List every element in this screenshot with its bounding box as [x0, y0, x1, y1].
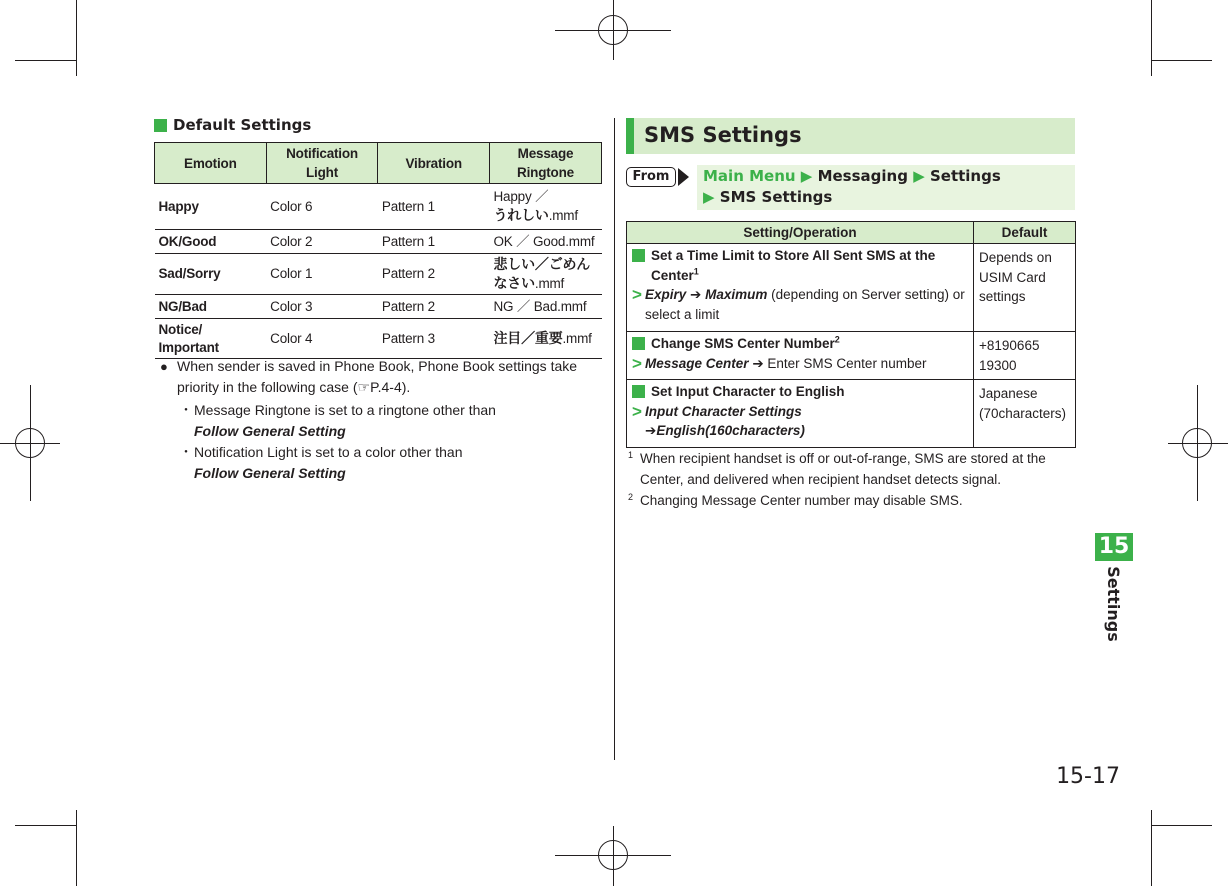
arrow-icon: ➔ [645, 423, 657, 438]
operation-cell [627, 244, 974, 332]
item-text: Message Ringtone is set to a ringtone other than [194, 402, 496, 418]
default-cell: Japanese (70characters) [974, 380, 1076, 448]
path-main-menu[interactable]: Main Menu [703, 167, 796, 185]
light-cell: Color 2 [266, 230, 378, 254]
note-sublist [178, 400, 605, 484]
page-reference[interactable]: P.4-4 [370, 379, 402, 395]
step-arrow-icon: > [632, 285, 642, 304]
setting-title [632, 246, 968, 285]
arrow-right-icon [678, 168, 689, 186]
step-option: Maximum [705, 287, 768, 302]
middle-dot-icon: ･ [182, 402, 190, 418]
menu-path [697, 165, 1075, 210]
vibration-cell: Pattern 1 [378, 230, 490, 254]
ringtone-cell [490, 254, 602, 295]
footnote-number: 1 [628, 450, 634, 460]
triangle-right-icon: ▶ [703, 188, 715, 206]
table-row [155, 295, 602, 319]
ringtone-ext: .mmf [534, 276, 565, 291]
step-option: Input Character Settings [645, 403, 802, 419]
footnote [628, 448, 1076, 490]
crop-mark [1151, 60, 1212, 61]
middle-dot-icon: ･ [182, 444, 190, 460]
square-bullet-icon [154, 119, 167, 132]
path-messaging[interactable]: Messaging [817, 167, 908, 185]
ringtone-ext: .mmf [562, 331, 592, 346]
title-text: Set a Time Limit to Store All Sent SMS at the Center [651, 248, 936, 283]
arrow-icon: ➔ [752, 355, 764, 371]
path-settings[interactable]: Settings [929, 167, 1001, 185]
list-item-text [194, 442, 462, 484]
default-settings-title: Default Settings [173, 116, 312, 134]
path-sms-settings[interactable]: SMS Settings [719, 188, 833, 206]
chapter-tab-number: 15 [1095, 533, 1133, 561]
ringtone-text: Happy ／ [493, 189, 549, 204]
ringtone-jp-text: 注目／重要 [493, 330, 563, 346]
page-number: 15-17 [1056, 764, 1120, 789]
table-header-row [627, 222, 1076, 244]
table-row [627, 244, 1076, 332]
vibration-cell: Pattern 3 [378, 319, 490, 359]
crop-mark [15, 60, 76, 61]
triangle-right-icon: ▶ [800, 167, 813, 185]
operation-cell [627, 380, 974, 448]
footnote-ref: 1 [693, 266, 699, 276]
crop-mark [76, 810, 77, 886]
step-arrow-icon: > [632, 401, 642, 421]
sms-settings-title: SMS Settings [644, 123, 802, 147]
footnote-number: 2 [628, 492, 634, 502]
ringtone-jp-text: 悲しい／ごめんなさい [493, 256, 591, 291]
ringtone-jp-text: うれしい [493, 207, 549, 223]
chapter-tab-label: Settings [1104, 566, 1123, 642]
title-text: Set Input Character to English [651, 384, 845, 399]
ringtone-cell: NG ／ Bad.mmf [490, 295, 602, 319]
sms-settings-table [626, 221, 1076, 448]
table-row [155, 254, 602, 295]
table-header-row [155, 143, 602, 184]
operation-step [632, 285, 968, 324]
light-cell: Color 4 [266, 319, 378, 359]
table-row [627, 332, 1076, 380]
column-header: Setting/Operation [627, 222, 974, 244]
table-row [155, 184, 602, 230]
column-header: Default [974, 222, 1076, 244]
crop-mark [1151, 810, 1152, 886]
step-rest: (depending on Server setting) or select a limit [645, 287, 965, 322]
column-header: Message Ringtone [490, 143, 602, 184]
light-cell: Color 6 [266, 184, 378, 230]
vibration-cell: Pattern 2 [378, 254, 490, 295]
step-option: Expiry [645, 287, 687, 302]
step-text [645, 285, 968, 324]
default-cell: Depends on USIM Card settings [974, 244, 1076, 332]
ringtone-cell [490, 319, 602, 359]
square-bullet-icon [632, 385, 645, 398]
list-item-text [194, 400, 496, 442]
step-rest: Enter SMS Center number [767, 355, 927, 371]
setting-title-text [651, 334, 840, 354]
note-text [177, 356, 605, 398]
note-bullet [160, 356, 605, 398]
operation-cell [627, 332, 974, 380]
arrow-icon: ➔ [690, 287, 702, 302]
step-text [645, 354, 926, 374]
vibration-cell: Pattern 1 [378, 184, 490, 230]
table-row [155, 319, 602, 359]
crop-mark [15, 825, 76, 826]
footnote [628, 490, 1076, 511]
step-arrow-icon: > [632, 353, 642, 373]
ringtone-cell: OK ／ Good.mmf [490, 230, 602, 254]
square-bullet-icon [632, 249, 645, 262]
default-settings-heading [154, 116, 311, 134]
crop-mark [1151, 825, 1212, 826]
crop-mark [1151, 0, 1152, 76]
footnote-ref: 2 [834, 334, 840, 345]
vibration-cell: Pattern 2 [378, 295, 490, 319]
item-text: Notification Light is set to a color other than [194, 444, 463, 460]
emotion-cell: Sad/Sorry [155, 254, 267, 295]
step-option: Message Center [645, 355, 749, 371]
operation-step [632, 354, 968, 374]
emotion-cell: NG/Bad [155, 295, 267, 319]
title-accent [626, 118, 634, 154]
list-item [178, 400, 605, 442]
step-option: English(160characters) [656, 423, 805, 438]
emotion-cell: Notice/ Important [155, 319, 267, 359]
emotion-cell: Happy [155, 184, 267, 230]
default-settings-table [154, 142, 602, 359]
registration-mark [598, 840, 628, 870]
list-item [178, 442, 605, 484]
operation-step [632, 402, 968, 441]
bullet-icon: ● [160, 359, 168, 374]
ringtone-ext: .mmf [548, 208, 578, 223]
light-cell: Color 3 [266, 295, 378, 319]
step-text [645, 402, 805, 441]
priority-note [160, 356, 605, 484]
column-header: Emotion [155, 143, 267, 184]
column-divider [614, 118, 615, 760]
crop-mark [76, 0, 77, 76]
table-row [155, 230, 602, 254]
registration-mark [598, 15, 628, 45]
footnote-text: When recipient handset is off or out-of-range, SMS are stored at the Center, and delivered when recipient handset detects signal. [640, 451, 1046, 487]
emotion-cell: OK/Good [155, 230, 267, 254]
registration-mark [1182, 428, 1212, 458]
setting-title-text [651, 246, 968, 285]
triangle-right-icon: ▶ [913, 167, 925, 185]
footnote-text: Changing Message Center number may disable SMS. [640, 493, 963, 508]
from-label: From [626, 167, 676, 187]
ringtone-cell [490, 184, 602, 230]
item-emphasis: Follow General Setting [194, 423, 346, 439]
sms-settings-title-bar [626, 118, 1075, 154]
item-emphasis: Follow General Setting [194, 465, 346, 481]
note-bullet-end: ). [401, 379, 411, 395]
light-cell: Color 1 [266, 254, 378, 295]
registration-mark [15, 428, 45, 458]
setting-title [632, 334, 968, 354]
column-header: Vibration [378, 143, 490, 184]
reference-icon: ☞ [357, 379, 371, 395]
default-cell: +8190665 19300 [974, 332, 1076, 380]
setting-title [632, 382, 968, 402]
title-text: Change SMS Center Number [651, 336, 835, 351]
square-bullet-icon [632, 337, 645, 350]
table-row [627, 380, 1076, 448]
footnotes [628, 448, 1076, 511]
note-bullet-text: When sender is saved in Phone Book, Phone Book settings take priority in the following case ( [177, 358, 578, 395]
column-header: Notification Light [266, 143, 378, 184]
